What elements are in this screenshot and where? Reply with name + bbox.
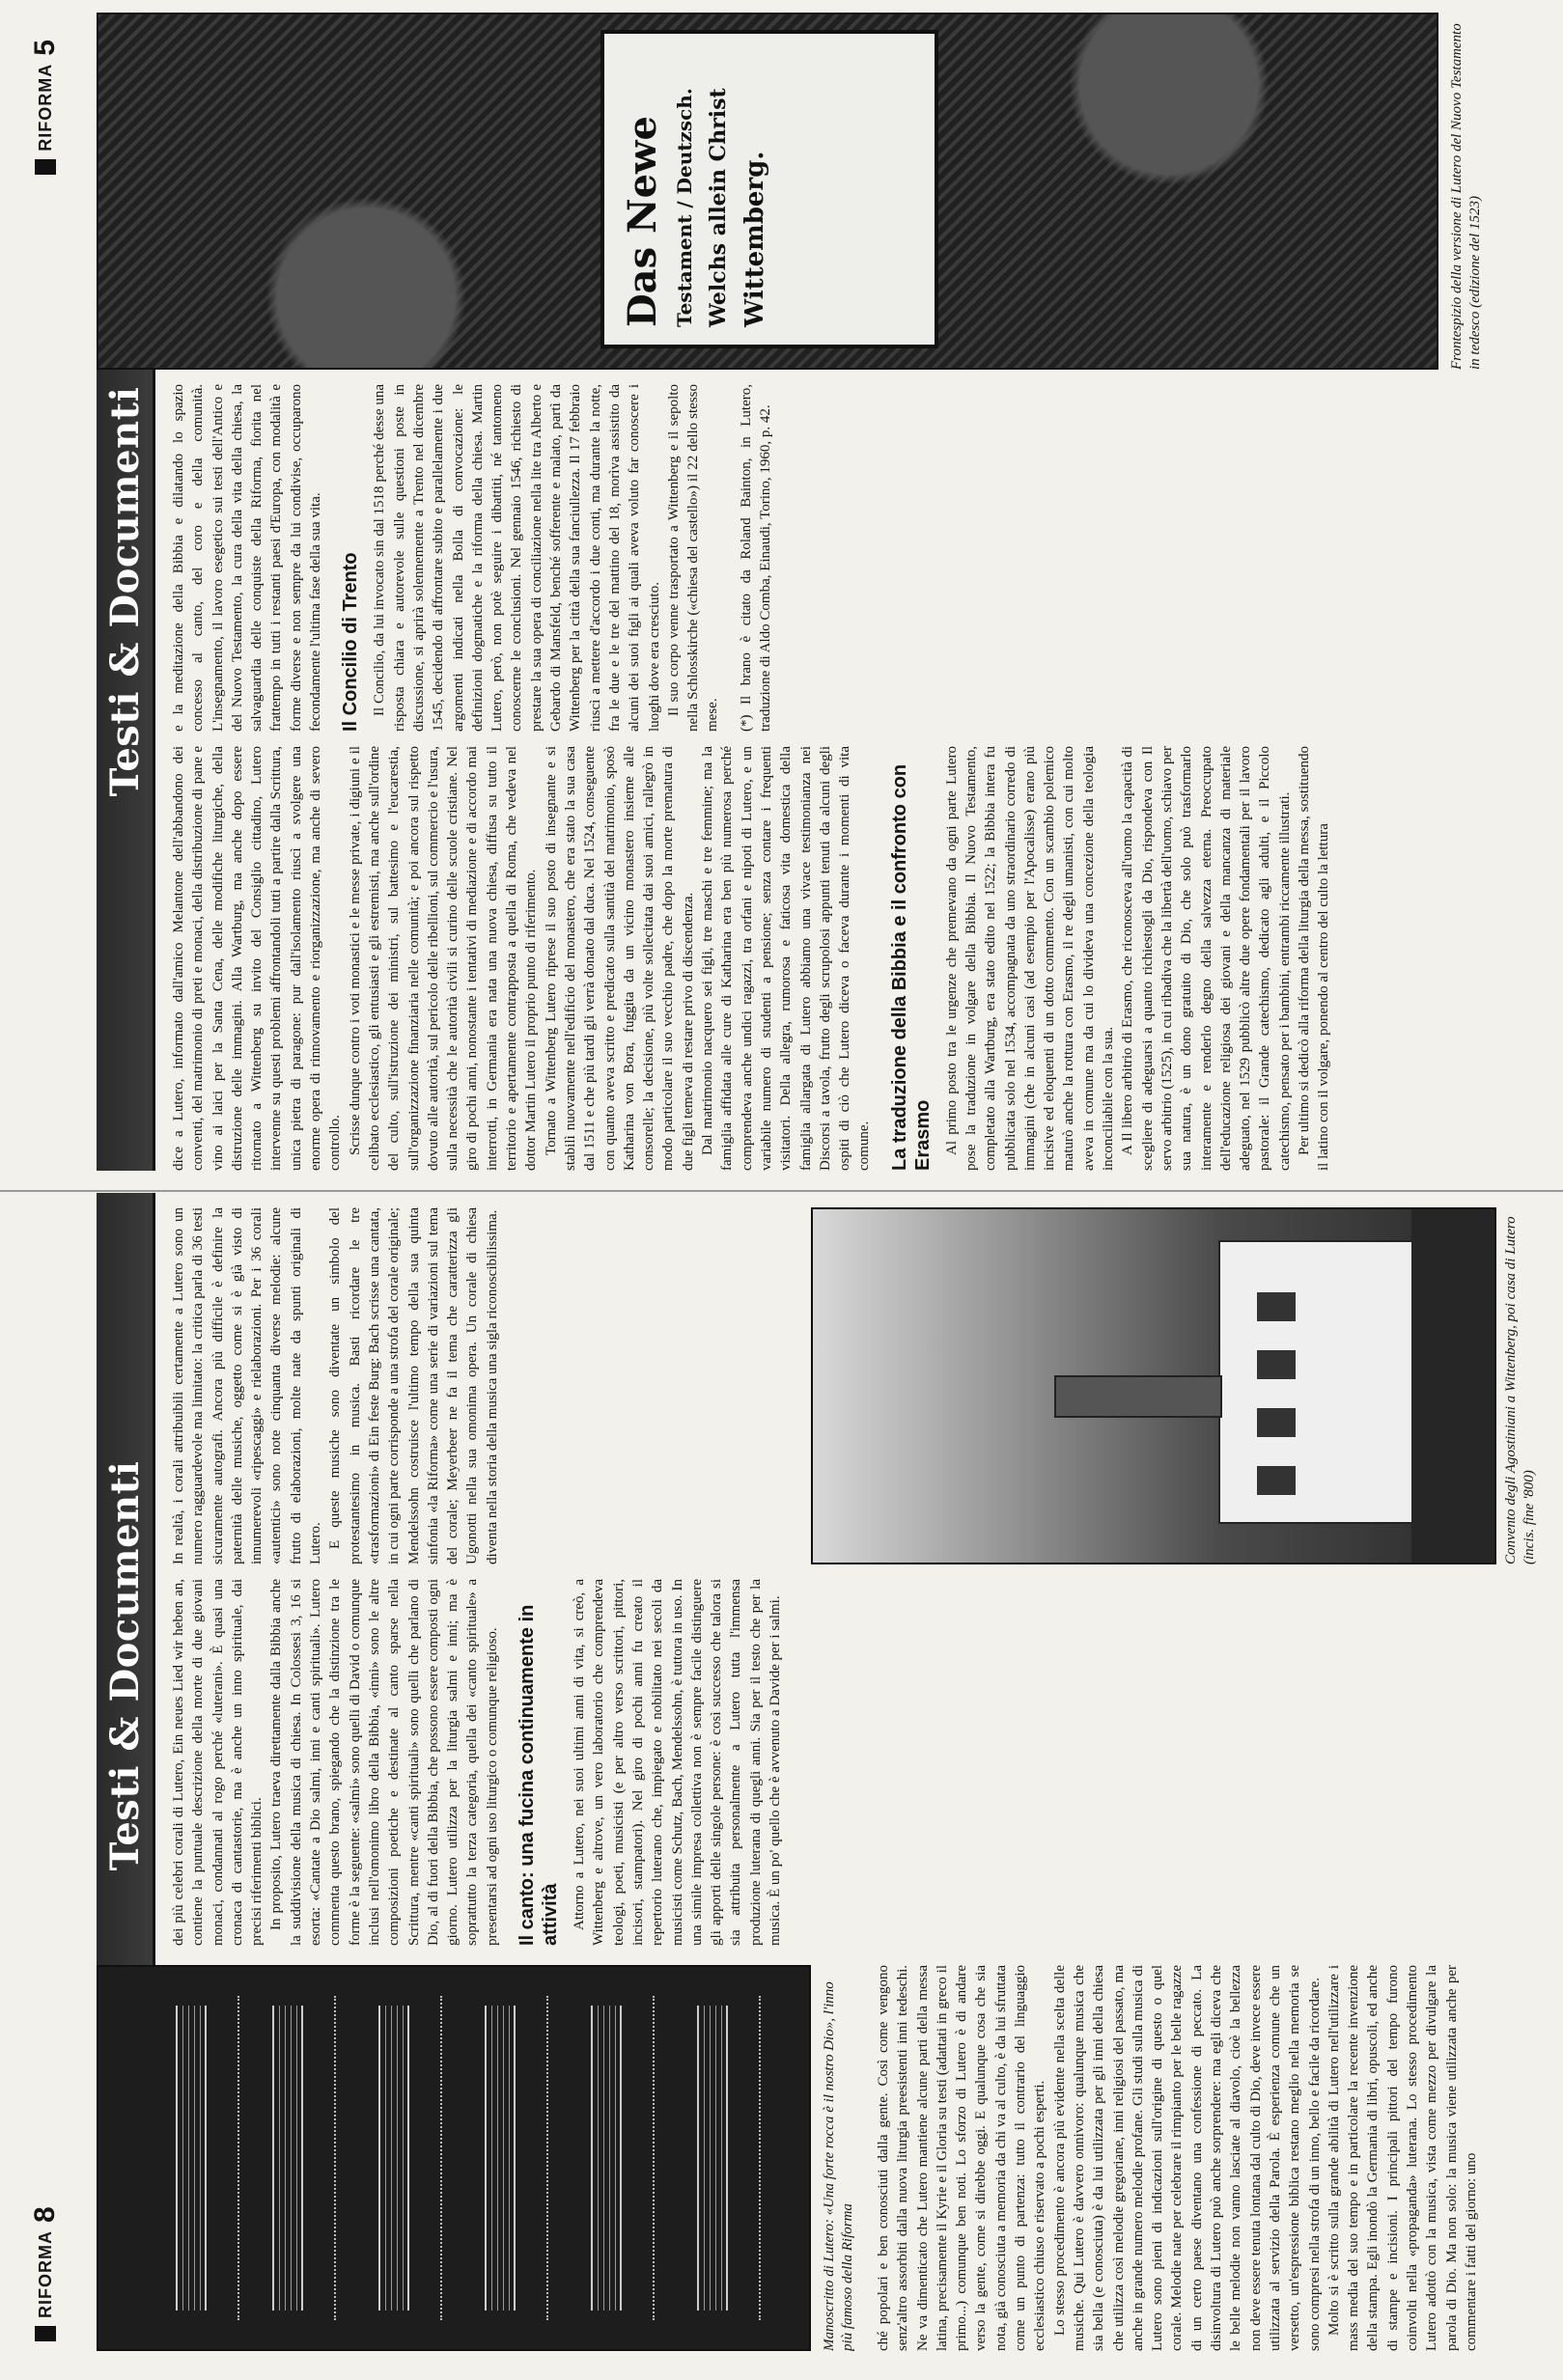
page-8 (0, 1190, 1563, 2380)
section-heading: Il canto: una fucina continuamente in attività (516, 1604, 562, 1946)
folio-page-5 (29, 39, 62, 175)
paragraph: In proposito, Lutero traeva direttamente dalla Bibbia anche la suddivisione della musica di chiesa. In Colossesi 3, 16 si esorta: «Cantate a Dio salmi, inni e canti spirituali». Lutero commenta questo brano, spiegando che la distinzione tra le forme è la seguente: «salmi» sono quelli di David o comunque inclusi nell'omonimo libro della Bibbia, «inni» sono le altre composizioni poetiche e destinate al canto sparse nella Scrittura, mentre «canti spirituali» sono quelli che parlano di Dio, al di fuori della Bibbia, che possono essere composti ogni giorno. Lutero utilizza per la liturgia salmi e inni; ma è soprattutto la terza categoria, quella dei «canto spirituale» a presentarsi ad ogni uso liturgico o comunque religioso. (268, 1579, 500, 1946)
folio-number: 8 (29, 2205, 61, 2223)
section-banner: Testi & Documenti (97, 1193, 155, 2139)
manuscript-caption: Manoscritto di Lutero: «Una forte rocca è il nostro Dio», l'inno più famoso della Riforma (822, 1981, 855, 2351)
convent-engraving (811, 1207, 1496, 1564)
paragraph: Lo stesso procedimento è ancora più evidente nella scelta delle musiche. Qui Lutero è davvero onnivoro: qualunque musica che sia bella (e conosciuta) è da lui utilizzata per gli inni della chiesa che utilizza così melodie gregoriane, inni religiosi del passato, ma anche in grande numero melodie profane. Gli studi sulla musica di Lutero sono pieni di indicazioni sull'origine di questo o quel corale. Melodie nate per celebrare il rimpianto per le belle ragazze di un certo paese diventano una confessione di peccato. La disinvoltura di Lutero può anche sorprendere: ma egli diceva che le belle melodie non vanno lasciate al diavolo, cioè la bellezza non deve essere tenuta lontana dal culto di Dio, deve invece essere utilizzata al servizio della Parola. È esperienza comune che un versetto, un'espressione biblica restano meglio nella memoria se sono compresi nella strofa di un inno, bello e facile da ricordare. (1051, 1965, 1323, 2351)
paragraph: e la meditazione della Bibbia e dilatando lo spazio concesso al canto, del coro e della comunità. L'insegnamento, il lavoro esegetico sui testi dell'Antico e del Nuovo Testamento, la cura della vita della chiesa, la salvaguardia delle conquiste della Riforma, fiorita nel frattempo in tutti i restanti paesi d'Europa, con modalità e forme diverse e non sempre da lui condivise, occuparono fecondamente l'ultima fase della sua vita. (171, 384, 324, 732)
paragraph: E queste musiche sono diventate un simbolo del protestantesimo in musica. Basti ricordare le tre «trasformazioni» di Ein feste Burg: Bach scrisse una cantata, in cui ogni parte corrisponde a una strofa del corale originale; Mendelssohn costruisce l'ultimo tempo della sua quinta sinfonia «la Riforma» come una serie di variazioni sul tema del corale; Meyerbeer ne fa il tema che caratterizza gli Ugonotti nella sua omonima opera. Un corale di chiesa diventa nella storia della musica una sigla riconoscibilissima. (327, 1207, 500, 1564)
column-2 (169, 384, 1540, 732)
paragraph: ché popolari e ben conosciuti dalla gente. Così come vengono senz'altro assorbiti dalla nuova liturgia preesistenti inni tedeschi. Ne va dimenticato che Lutero mantiene alcune parti della messa latina, precisamente il Kyrie e il Gloria su testi (adattati in greco il primo...) comunque ben noti. Lo sforzo di Lutero è di andare verso la gente, come si direbbe oggi. E qualunque cosa che sia nota, già conosciuta a memoria da chi va al culto, è da lui sfruttata come un punto di partenza: tutto il contrario del linguaggio ecclesiastico chiuso e riservato a pochi esperti. (876, 1965, 1048, 2351)
frontispiece-text: Wittemberg. (740, 151, 769, 327)
frontispiece-text: Testament / Deutzsch. (673, 88, 696, 327)
folio-marker-block (35, 159, 56, 175)
paragraph: In realtà, i corali attribuibili certamente a Lutero sono un numero ragguardevole ma limitato: la critica parla di 36 testi sicuramente autografi. Ancora più difficile è definire la paternità delle musiche, oggetto come si è già visto di innumerevoli «ripescaggi» e rielaborazioni. Per i 36 corali «autentici» sono note cinquanta diverse melodie: alcune frutto di elaborazioni, molte nate da spunti originali di Lutero. (171, 1207, 324, 1564)
folio-number: 5 (29, 39, 61, 56)
section-banner: Testi & Documenti (97, 13, 155, 1171)
folio-label: RIFORMA (35, 63, 55, 152)
folio-marker-block (35, 2326, 56, 2341)
frontispiece-caption: Frontespizio della versione di Lutero del Nuovo Testamento in tedesco (edizione del 1523) (1449, 23, 1483, 370)
paragraph: Al primo posto tra le urgenze che premevano da ogni parte Lutero pose la traduzione in volgare della Bibbia. Il Nuovo Testamento, completato alla Wartburg, era stato edito nel 1522; la Bibbia intera fu pubblicata solo nel 1534, accompagnata da uno straordinario corredo di immagini (che in alcuni casi (ad esempio per l'Apocalisse) erano più incisive ed eloquenti di un dotto commento. Con un scambio polemico maturò anche la rottura con Erasmo, il re degli umanisti, con cui molto aveva in comune ma da cui lo divideva una concezione della teologia inconciliabile con la sua. (943, 746, 1117, 1171)
column-3 (169, 1207, 796, 1564)
paragraph: A Il libero arbitrio di Erasmo, che riconosceva all'uomo la capacità di scegliere di adeguarsi a quanto richiestogli da Dio, rispondeva con Il servo arbitrio (1525), in cui ribadiva che la libertà dell'uomo, schiavo per sua natura, è un dono gratuito di Dio, che solo può trasformarlo interamente e renderlo degno della salvezza eterna. Preoccupato dell'educazione religiosa dei giovani e della mancanza di materiale adeguato, nel 1529 pubblicò altre due opere fondamentali per il lavoro pastorale: il Grande catechismo, dedicato agli adulti, e il Piccolo catechismo, pensato per i bambini, entrambi riccamente illustrati. (1120, 746, 1293, 1171)
frontispiece-text: Welchs allein Christ (706, 88, 731, 327)
convent-caption: Convento degli Agostiniani a Wittenberg, poi casa di Lutero (incis. fine '800) (1503, 1216, 1537, 1564)
column-1 (169, 746, 1540, 1171)
section-heading: Il Concilio di Trento (340, 552, 362, 732)
frontispiece-text: Das Newe (620, 116, 665, 327)
paragraph: dice a Lutero, informato dall'amico Melantone dell'abbandono dei conventi, del matrimonio di preti e monaci, della distribuzione di pane e vino ai laici per la Santa Cena, delle modifiche liturgiche, della distruzione delle immagini. Alla Wartburg, ma anche dopo essere ritornato a Wittenberg su invito del Consiglio cittadino, Lutero intervenne su questi problemi affrontandoli tutti a partire dalla Scrittura, unica pietra di paragone: pur dall'isolamento riuscì a svolgere una enorme opera di rinnovamento e riorganizzazione, ma anche di severo controllo. (171, 746, 344, 1171)
paragraph: Scrisse dunque contro i voti monastici e le messe private, i digiuni e il celibato ecclesiastico, gli entusiasti e gli estremisti, ma anche sull'ordine del culto, sull'istruzione dei ministri, sul battesimo e l'eucarestia, sull'organizzazione finanziaria nelle comunità; e poi ancora sul rispetto dovuto alle autorità, sul pericolo delle ribellioni, sul commercio e l'usura, sulla necessità che le autorità civili si curino delle scuole cristiane. Nel giro di pochi anni, nonostante i tentativi di mediazione e di accordo mai interrotti, in Germania era nata una nuova chiesa, diffusa su tutto il territorio e apertamente contrapposta a quella di Roma, che vedeva nel dottor Martin Lutero il proprio punto di riferimento. (347, 746, 540, 1171)
frontispiece-title-panel (600, 30, 938, 348)
paragraph: Tornato a Wittenberg Lutero riprese il suo posto di insegnante e si stabilì nuovamente nell'edificio del monastero, che era stato la sua casa dal 1511 e che più tardi gli verrà donato dal duca. Nel 1524, conseguente con quanto aveva scritto e predicato sulla santità del matrimonio, sposò Katharina von Bora, fuggita da un vicino monastero insieme alle consorelle; la decisione, più volte sollecitata dai suoi amici, rallegrò in modo particolare il suo vecchio padre, che dopo la morte prematura di due figli temeva di restare privo di discendenza. (543, 746, 696, 1171)
folio-label: RIFORMA (35, 2230, 55, 2318)
paragraph: dei più celebri corali di Lutero, Ein neues Lied wir heben an, contiene la puntuale descrizione della morte di due giovani monaci, condannati al rogo perché «luterani». È quasi una cronaca di cantastorie, ma è anche un inno spirituale, dai precisi riferimenti biblici. (171, 1579, 265, 1946)
paragraph: Il suo corpo venne trasportato a Wittenberg e il sepolto nella Schlosskirche («chiesa del castello») il 22 dello stesso mese. (665, 384, 721, 732)
paragraph: Attorno a Lutero, nei suoi ultimi anni di vita, si creò, a Wittenberg e altrove, un vero laboratorio che comprendeva teologi, poeti, musicisti (e per altro verso scrittori, pittori, incisori, stampatori). Nel giro di pochi anni fu creato il repertorio luterano che, impiegato e nobilitato nei secoli da musicisti come Schutz, Bach, Mendelssohn, è tuttora in uso. In una simile impresa collettiva non è sempre facile distinguere gli apporti delle singole persone: è così successo che talora si sia attribuita personalmente a Lutero tutta l'immensa produzione luterana di quegli anni. Sia per il testo che per la musica. È un po' quello che è avvenuto a Davide per i salmi. (572, 1579, 784, 1946)
paragraph: Il Concilio, da lui invocato sin dal 1518 perché desse una risposta chiara e autorevole sulle questioni poste in discussione, si aprirà solennemente a Trento nel dicembre 1545, decidendo di affrontare subito e parallelamente i due argomenti indicati nella Bolla di convocazione: le definizioni dogmatiche e la riforma della chiesa. Martin Lutero, però, non potè seguire i dibattiti, né tantomeno conoscerne le conclusioni. Nel gennaio 1546, richiesto di prestare la sua opera di conciliazione nella lite tra Alberto e Gebardo di Mansfeld, benché sofferente e malato, partì da Wittenberg per la città della sua fanciullezza. Il 17 febbraio riuscì a mettere d'accordo i due conti, ma durante la notte, fra le due e le tre del mattino del 18, morìva assistito da alcuni dei suoi figli ai quali aveva voluto far conoscere i luoghi dove era cresciuto. (372, 384, 662, 732)
section-heading: La traduzione della Bibbia e il confronto con Erasmo (888, 763, 934, 1171)
manuscript-image (97, 1965, 811, 2351)
paragraph: Molto si è scritto sulla grande abilità di Lutero nell'utilizzare i mass media del suo tempo e in particolare la recente invenzione della stampa. Egli inondò la Germania di libri, opuscoli, ed anche di stampe e incisioni. I principali pittori del tempo furono coinvolti nella «propaganda» luterana. Lo stesso procedimento Lutero adottò con la musica, vista come mezzo per divulgare la parola di Dio. Ma non solo: la musica viene utilizzata anche per commentare i fatti del giorno: uno (1326, 1965, 1479, 2351)
frontispiece-image (97, 13, 1438, 370)
folio-page-8 (29, 2205, 62, 2341)
column-1 (874, 1965, 1540, 2351)
column-2 (169, 1579, 1540, 1946)
paragraph: Dal matrimonio nacquero sei figli, tre maschi e tre femmine; ma la famiglia affidata alle cure di Katharina era ben più numerosa perché comprendeva anche undici ragazzi, tra orfani e nipoti di Lutero, e un variabile numero di studenti a pensione; senza contare i frequenti visitatori. Della allegra, rumorosa e faticosa vita domestica della famiglia allargata di Lutero abbiamo una vivace testimonianza nei Discorsi a tavola, frutto degli scrupolosi appunti tenuti da alcuni degli ospiti di ciò che Lutero diceva o faceva durante i momenti di vita comune. (700, 746, 873, 1171)
paragraph: Per ultimo si dedicò alla riforma della liturgia della messa, sostituendo il latino con il volgare, ponendo al centro del culto la lettura (1297, 746, 1332, 1171)
footnote: (*) Il brano è citato da Roland Bainton, in Lutero, traduzione di Aldo Comba, Einaudi, Torino, 1960, p. 42. (738, 384, 774, 732)
